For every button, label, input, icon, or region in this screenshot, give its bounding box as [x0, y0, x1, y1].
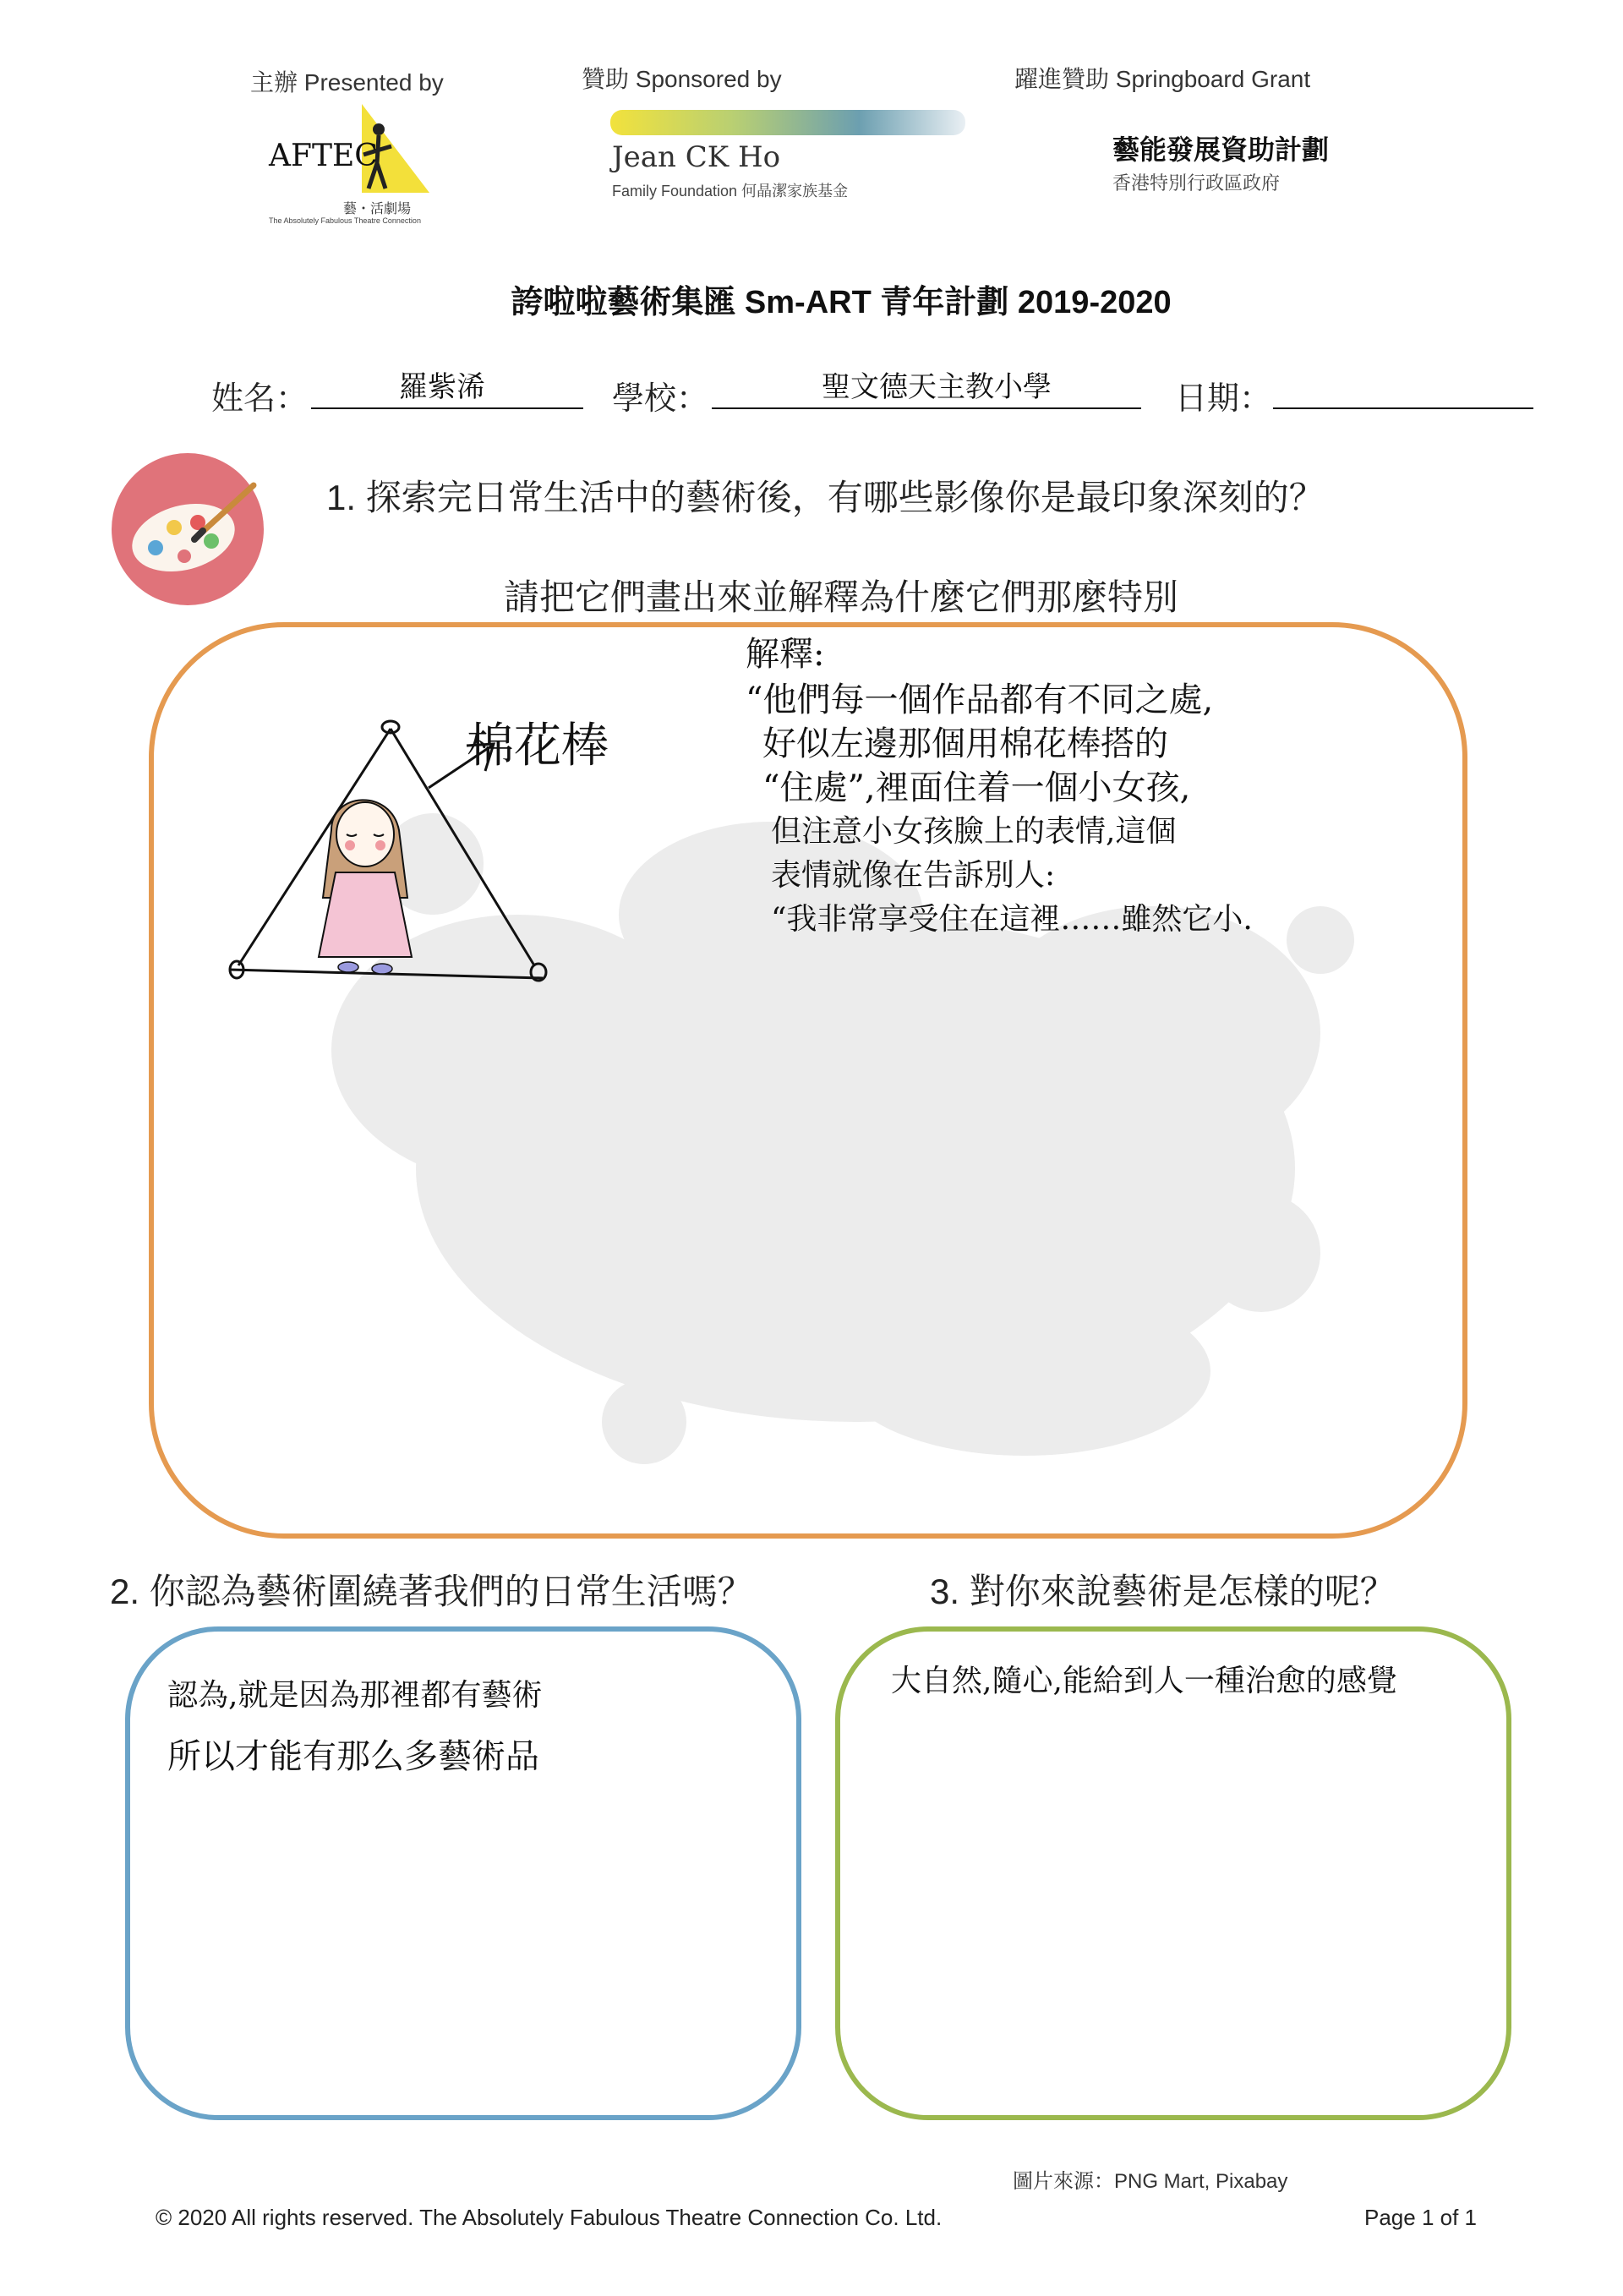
q1-answer-box[interactable]	[149, 622, 1467, 1539]
explain-text	[746, 678, 1253, 942]
explain-line: “他們每一個作品都有不同之處,	[746, 681, 1214, 719]
grant-name: 藝能發展資助計劃	[1112, 134, 1330, 165]
q1-instruction: 請把它們畫出來並解釋為什麼它們那麼特別	[503, 577, 1178, 617]
aftec-chinese: 藝・活劇場	[343, 202, 412, 216]
q2-answer-line: 所以才能有那么多藝術品	[167, 1737, 539, 1776]
image-source: 圖片來源：PNG Mart, Pixabay	[1013, 2170, 1288, 2193]
grant-sub: 香港特別行政區政府	[1112, 172, 1281, 194]
aftec-logo	[269, 100, 438, 227]
q1-question: 1. 探索完日常生活中的藝術後，有哪些影像你是最印象深刻的？	[326, 478, 1325, 517]
sponsor-brush-stroke	[610, 110, 965, 135]
q3-answer-box[interactable]	[835, 1626, 1511, 2120]
name-underline	[311, 407, 583, 409]
q2-answer-line: 認為,就是因為那裡都有藝術	[167, 1678, 543, 1713]
sponsor-sub: Family Foundation 何晶潔家族基金	[612, 183, 849, 200]
explain-line: 但注意小女孩臉上的表情,這個	[771, 814, 1177, 849]
school-label: 學校：	[612, 381, 709, 417]
aftec-logo-text: AFTEC	[269, 139, 378, 173]
explain-line: “我非常享受住在這裡……雖然它小.	[771, 902, 1253, 937]
explain-line: “住處”,裡面住着一個小女孩,	[762, 768, 1191, 807]
date-label: 日期：	[1175, 381, 1272, 417]
explain-line: 好似左邊那個用棉花棒搭的	[762, 724, 1168, 763]
q3-question: 3. 對你來說藝術是怎樣的呢？	[930, 1572, 1396, 1611]
q3-answer	[891, 1657, 1397, 1700]
name-value[interactable]: 羅紫浠	[399, 370, 485, 404]
explain-line: 表情就像在告訴別人:	[771, 858, 1056, 893]
page-number: Page 1 of 1	[1364, 2205, 1477, 2230]
page-title: 誇啦啦藝術集匯 Sm-ART 青年計劃 2019-2020	[511, 285, 1172, 320]
sponsored-by-label: 贊助 Sponsored by	[582, 66, 782, 92]
copyright: © 2020 All rights reserved. The Absolutely Fabulous Theatre Connection Co. Ltd.	[156, 2205, 943, 2230]
date-underline	[1273, 407, 1533, 409]
q3-answer-line: 大自然,隨心,能給到人一種治愈的感覺	[891, 1664, 1397, 1698]
presented-by-label: 主辦 Presented by	[250, 69, 444, 96]
q2-answer-box[interactable]	[125, 1626, 801, 2120]
sponsor-name: Jean CK Ho	[612, 140, 781, 174]
school-underline	[712, 407, 1141, 409]
drawing-label: 棉花棒	[467, 719, 609, 774]
q2-question: 2. 你認為藝術圍繞著我們的日常生活嗎？	[110, 1572, 753, 1611]
q2-answer	[167, 1665, 542, 1787]
school-value[interactable]: 聖文德天主教小學	[822, 370, 1052, 404]
name-label: 姓名：	[211, 381, 309, 417]
aftec-subtitle: The Absolutely Fabulous Theatre Connection	[269, 216, 421, 225]
springboard-label: 躍進贊助 Springboard Grant	[1014, 66, 1311, 92]
explain-heading: 解釋:	[746, 635, 825, 674]
